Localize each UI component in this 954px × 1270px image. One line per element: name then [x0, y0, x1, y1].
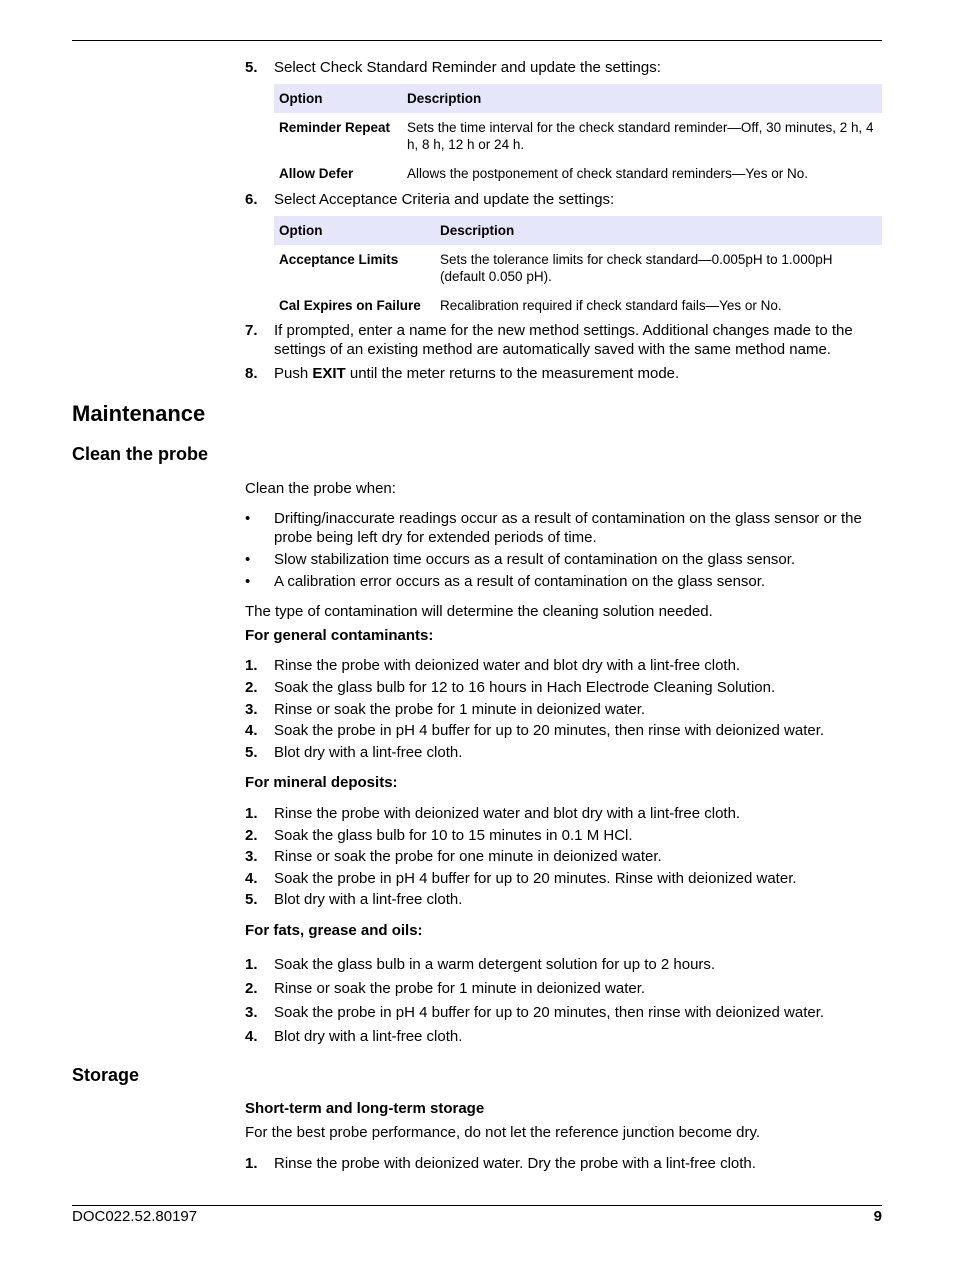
step-number: 1.: [245, 956, 258, 973]
description-cell: Allows the postponement of check standard reminders—Yes or No.: [407, 166, 808, 181]
step-text: Rinse the probe with deionized water and blot dry with a lint-free cloth.: [274, 805, 741, 822]
step-text: Rinse or soak the probe for 1 minute in deionized water.: [274, 701, 646, 718]
step-text: Soak the glass bulb for 10 to 15 minutes in 0.1 M HCl.: [274, 827, 633, 844]
storage-subheading: Short-term and long-term storage: [245, 1100, 485, 1117]
step-number: 6.: [245, 191, 258, 208]
storage-heading: Storage: [72, 1065, 140, 1085]
table-header-description: Description: [402, 84, 882, 113]
fats-grease-oils-heading: For fats, grease and oils:: [245, 922, 423, 939]
step-text: Soak the probe in pH 4 buffer for up to 20 minutes. Rinse with deionized water.: [274, 870, 797, 887]
footer-rule: [72, 1205, 882, 1206]
clean-probe-heading: Clean the probe: [72, 444, 209, 464]
clean-intro: Clean the probe when:: [245, 480, 396, 497]
step-text: Soak the probe in pH 4 buffer for up to 20 minutes, then rinse with deionized water.: [274, 722, 825, 739]
acceptance-criteria-table: [274, 216, 882, 318]
bullet-text: Slow stabilization time occurs as a result of contamination on the glass sensor.: [274, 551, 796, 568]
bullet-text: Drifting/inaccurate readings occur as a result of contamination on the glass sensor or the probe being left dry for extended periods of time.: [274, 510, 862, 546]
step-text: Soak the probe in pH 4 buffer for up to 20 minutes, then rinse with deionized water.: [274, 1004, 825, 1021]
table-header-option: Option: [274, 216, 435, 245]
storage-intro: For the best probe performance, do not let the reference junction become dry.: [245, 1124, 761, 1141]
step-text: Blot dry with a lint-free cloth.: [274, 744, 463, 761]
step-number: 5.: [245, 891, 258, 908]
step-text: Soak the glass bulb for 12 to 16 hours in Hach Electrode Cleaning Solution.: [274, 679, 776, 696]
table-header-description: Description: [435, 216, 882, 245]
contamination-note: The type of contamination will determine the cleaning solution needed.: [245, 603, 713, 620]
step-text: If prompted, enter a name for the new method settings. Additional changes made to the settings of an existing method are automatically saved with the same method name.: [274, 322, 853, 358]
step-number: 2.: [245, 679, 258, 696]
step-number: 4.: [245, 722, 258, 739]
page-number: 9: [873, 1208, 882, 1225]
step-number: 3.: [245, 701, 258, 718]
table-row: [274, 157, 882, 186]
bullet-icon: •: [245, 573, 251, 590]
step-text: Select Check Standard Reminder and update the settings:: [274, 59, 661, 76]
description-cell: Sets the tolerance limits for check standard—0.005pH to 1.000pH (default 0.050 pH).: [440, 252, 833, 284]
table-row: [274, 245, 882, 289]
bullet-icon: •: [245, 510, 251, 527]
table-row: [274, 289, 882, 318]
option-cell: Acceptance Limits: [279, 252, 399, 267]
option-cell: Reminder Repeat: [279, 120, 391, 135]
step-number: 1.: [245, 657, 258, 674]
general-contaminants-heading: For general contaminants:: [245, 627, 434, 644]
description-cell: Sets the time interval for the check standard reminder—Off, 30 minutes, 2 h, 4 h, 8 h, 12 h or 24 h.: [407, 120, 874, 152]
step-number: 3.: [245, 848, 258, 865]
check-standard-reminder-table: [274, 84, 882, 186]
step-number: 1.: [245, 805, 258, 822]
step-number: 5.: [245, 744, 258, 761]
table-row: [274, 113, 882, 157]
description-cell: Recalibration required if check standard fails—Yes or No.: [440, 298, 782, 313]
maintenance-heading: Maintenance: [72, 401, 206, 426]
option-cell: Allow Defer: [279, 166, 354, 181]
table-header-row: [274, 84, 882, 113]
doc-number: DOC022.52.80197: [72, 1208, 198, 1225]
bullet-icon: •: [245, 551, 251, 568]
step-number: 4.: [245, 870, 258, 887]
table-header-row: [274, 216, 882, 245]
step-number: 5.: [245, 59, 258, 76]
step-text: [274, 364, 884, 383]
bullet-text: A calibration error occurs as a result of contamination on the glass sensor.: [274, 573, 766, 590]
step-text-post: until the meter returns to the measurement mode.: [345, 365, 680, 382]
step-text: Rinse or soak the probe for one minute in deionized water.: [274, 848, 662, 865]
step-text: Rinse the probe with deionized water. Dry the probe with a lint-free cloth.: [274, 1155, 756, 1172]
step-text: Rinse the probe with deionized water and blot dry with a lint-free cloth.: [274, 657, 741, 674]
step-text: Soak the glass bulb in a warm detergent solution for up to 2 hours.: [274, 956, 716, 973]
step-text-pre: Push: [274, 365, 313, 382]
option-cell: Cal Expires on Failure: [279, 298, 421, 313]
step-number: 1.: [245, 1155, 258, 1172]
step-text: Blot dry with a lint-free cloth.: [274, 1028, 463, 1045]
mineral-deposits-heading: For mineral deposits:: [245, 774, 398, 791]
step-number: 2.: [245, 827, 258, 844]
step-text: Rinse or soak the probe for 1 minute in deionized water.: [274, 980, 646, 997]
step-number: 4.: [245, 1028, 258, 1045]
step-text: Select Acceptance Criteria and update the settings:: [274, 191, 615, 208]
step-text: Blot dry with a lint-free cloth.: [274, 891, 463, 908]
exit-key-label: EXIT: [312, 365, 346, 382]
header-rule: [72, 40, 882, 41]
step-number: 3.: [245, 1004, 258, 1021]
step-number: 2.: [245, 980, 258, 997]
step-number: 8.: [245, 365, 258, 382]
step-number: 7.: [245, 322, 258, 339]
table-header-option: Option: [274, 84, 402, 113]
